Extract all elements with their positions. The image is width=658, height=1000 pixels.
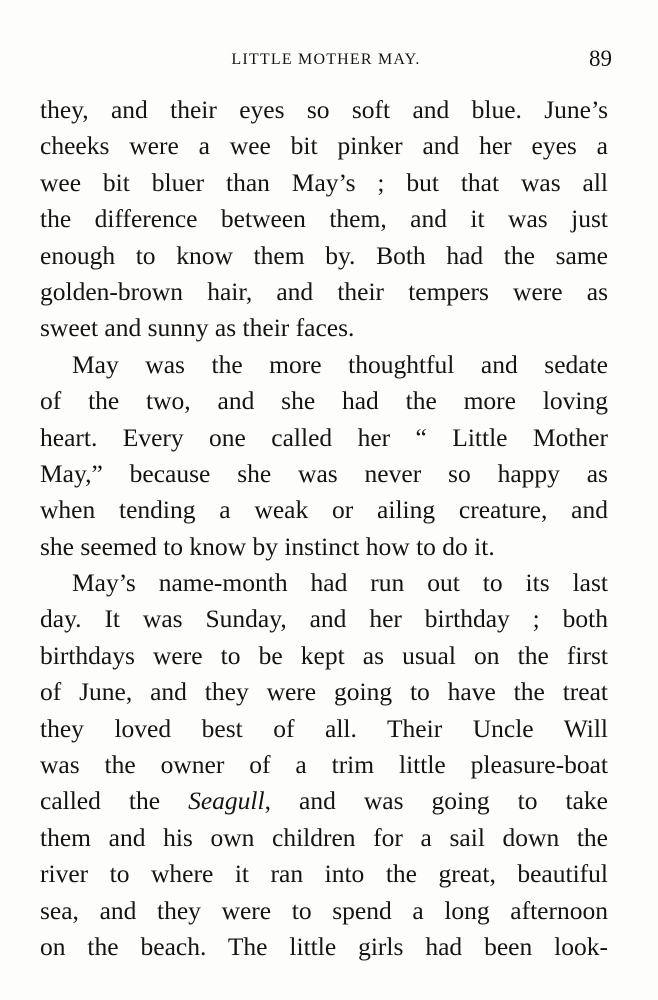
text-line: wee bit bluer than May’s ; but that was all	[40, 167, 608, 197]
text-line: when tending a weak or ailing creature, and	[40, 495, 608, 525]
running-title: LITTLE MOTHER MAY.	[231, 51, 421, 68]
paragraph	[40, 565, 608, 965]
text-line: called the Seagull, and was going to take	[40, 786, 608, 816]
text-line: enough to know them by. Both had the same	[40, 240, 608, 270]
text-line: they, and their eyes so soft and blue. June’s	[40, 95, 608, 124]
text-line: birthdays were to be kept as usual on the first	[40, 640, 608, 670]
text-line: golden-brown hair, and their tempers were as	[40, 276, 608, 306]
text-line: May was the more thoughtful and sedate	[72, 349, 608, 379]
body-text	[40, 92, 608, 965]
text-line: cheeks were a wee bit pinker and her eyes a	[40, 131, 608, 161]
text-line: river to where it ran into the great, beautiful	[40, 859, 608, 889]
text-line: she seemed to know by instinct how to do it.	[40, 531, 495, 561]
text-line: May,” because she was never so happy as	[40, 458, 608, 488]
boat-name: Seagull	[188, 786, 265, 816]
text-line: sea, and they were to spend a long afternoon	[40, 895, 608, 925]
text-line: they loved best of all. Their Uncle Will	[40, 713, 608, 743]
page-header	[40, 46, 612, 76]
text-line: May’s name-month had run out to its last	[72, 568, 608, 598]
text-line: on the beach. The little girls had been look-	[40, 931, 608, 961]
paragraph	[40, 92, 608, 347]
text-line: sweet and sunny as their faces.	[40, 313, 355, 343]
text-line: heart. Every one called her “ Little Mother	[40, 422, 608, 452]
text-line: them and his own children for a sail down the	[40, 822, 608, 852]
text-line: day. It was Sunday, and her birthday ; both	[40, 604, 608, 634]
text-line: the difference between them, and it was just	[40, 204, 608, 234]
page-number: 89	[589, 46, 612, 71]
paragraph	[40, 347, 608, 565]
text-line: of June, and they were going to have the treat	[40, 677, 608, 707]
text-line: of the two, and she had the more loving	[40, 386, 608, 416]
text-line: was the owner of a trim little pleasure-boat	[40, 750, 608, 780]
